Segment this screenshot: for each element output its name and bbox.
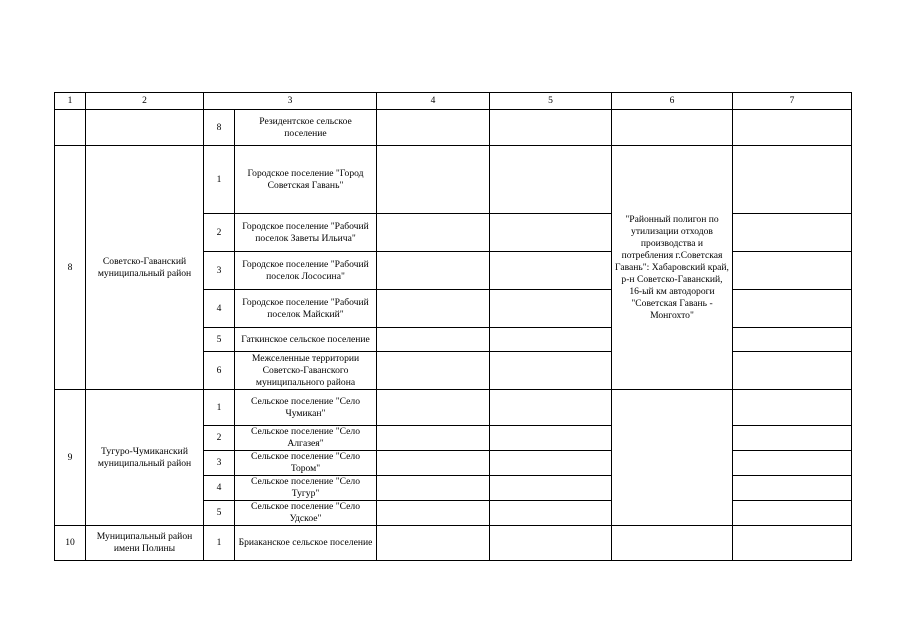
settlement-number-cell: 3 (204, 451, 235, 476)
empty-cell (377, 290, 490, 328)
settlement-cell: Сельское поселение "Село Алгазея" (235, 426, 377, 451)
empty-cell (490, 328, 612, 352)
header-cell: 4 (377, 93, 490, 110)
empty-cell (377, 252, 490, 290)
empty-cell (490, 426, 612, 451)
empty-cell (490, 214, 612, 252)
empty-cell (490, 390, 612, 426)
empty-cell (733, 501, 852, 526)
settlement-number-cell: 2 (204, 426, 235, 451)
header-cell: 1 (55, 93, 86, 110)
empty-cell (733, 390, 852, 426)
empty-cell (733, 146, 852, 214)
settlement-cell: Сельское поселение "Село Тором" (235, 451, 377, 476)
empty-cell (490, 352, 612, 390)
empty-cell (490, 146, 612, 214)
settlement-number-cell: 5 (204, 328, 235, 352)
empty-cell (377, 214, 490, 252)
empty-cell (490, 526, 612, 561)
empty-cell (733, 214, 852, 252)
settlement-number-cell: 4 (204, 290, 235, 328)
empty-cell (377, 328, 490, 352)
empty-cell (490, 476, 612, 501)
empty-cell (733, 526, 852, 561)
district-cell: Муниципальный район имени Полины (86, 526, 204, 561)
empty-cell (377, 352, 490, 390)
row-number-cell: 9 (55, 390, 86, 526)
row-number-cell (55, 110, 86, 146)
empty-cell (377, 451, 490, 476)
row-number-cell: 8 (55, 146, 86, 390)
settlement-number-cell: 8 (204, 110, 235, 146)
empty-cell (733, 290, 852, 328)
row-number-cell: 10 (55, 526, 86, 561)
settlement-cell: Городское поселение "Рабочий поселок Заветы Ильича" (235, 214, 377, 252)
settlement-number-cell: 3 (204, 252, 235, 290)
settlement-cell: Гаткинское сельское поселение (235, 328, 377, 352)
settlement-cell: Бриаканское сельское поселение (235, 526, 377, 561)
settlement-cell: Городское поселение "Рабочий поселок Лососина" (235, 252, 377, 290)
header-cell: 7 (733, 93, 852, 110)
empty-cell (377, 476, 490, 501)
empty-cell (377, 390, 490, 426)
empty-cell (377, 526, 490, 561)
empty-cell (733, 476, 852, 501)
empty-cell (377, 426, 490, 451)
header-cell: 2 (86, 93, 204, 110)
empty-cell (377, 146, 490, 214)
header-cell: 3 (204, 93, 377, 110)
empty-cell (490, 451, 612, 476)
settlement-cell: Городское поселение "Рабочий поселок Майский" (235, 290, 377, 328)
empty-cell (612, 526, 733, 561)
column-number-row (55, 93, 852, 110)
district-cell (86, 110, 204, 146)
empty-cell (377, 110, 490, 146)
empty-cell (490, 110, 612, 146)
waste-facilities-table (54, 92, 852, 561)
district-cell: Советско-Гаванский муниципальный район (86, 146, 204, 390)
table-row (55, 526, 852, 561)
empty-cell (612, 390, 733, 526)
header-cell: 5 (490, 93, 612, 110)
empty-cell (490, 501, 612, 526)
settlement-number-cell: 4 (204, 476, 235, 501)
table-row (55, 146, 852, 214)
settlement-number-cell: 6 (204, 352, 235, 390)
empty-cell (733, 426, 852, 451)
empty-cell (733, 252, 852, 290)
settlement-cell: Городское поселение "Город Советская Гавань" (235, 146, 377, 214)
empty-cell (490, 290, 612, 328)
empty-cell (612, 110, 733, 146)
empty-cell (733, 451, 852, 476)
table-row (55, 390, 852, 426)
settlement-number-cell: 1 (204, 526, 235, 561)
settlement-cell: Резидентское сельское поселение (235, 110, 377, 146)
settlement-number-cell: 2 (204, 214, 235, 252)
settlement-cell: Сельское поселение "Село Тугур" (235, 476, 377, 501)
settlement-number-cell: 1 (204, 146, 235, 214)
facility-location-cell: "Районный полигон по утилизации отходов производства и потребления г.Советская Гавань": Хабаровский край, р-н Советско-Гаванский, 16-ый км автодороги "Советская Гавань - Монгохто" (612, 146, 733, 390)
empty-cell (733, 352, 852, 390)
empty-cell (733, 328, 852, 352)
settlement-cell: Межселенные территории Советско-Гаванского муниципального района (235, 352, 377, 390)
settlement-cell: Сельское поселение "Село Чумикан" (235, 390, 377, 426)
header-cell: 6 (612, 93, 733, 110)
settlement-cell: Сельское поселение "Село Удское" (235, 501, 377, 526)
empty-cell (490, 252, 612, 290)
table-row (55, 110, 852, 146)
empty-cell (733, 110, 852, 146)
empty-cell (377, 501, 490, 526)
settlement-number-cell: 1 (204, 390, 235, 426)
settlement-number-cell: 5 (204, 501, 235, 526)
district-cell: Тугуро-Чумиканский муниципальный район (86, 390, 204, 526)
